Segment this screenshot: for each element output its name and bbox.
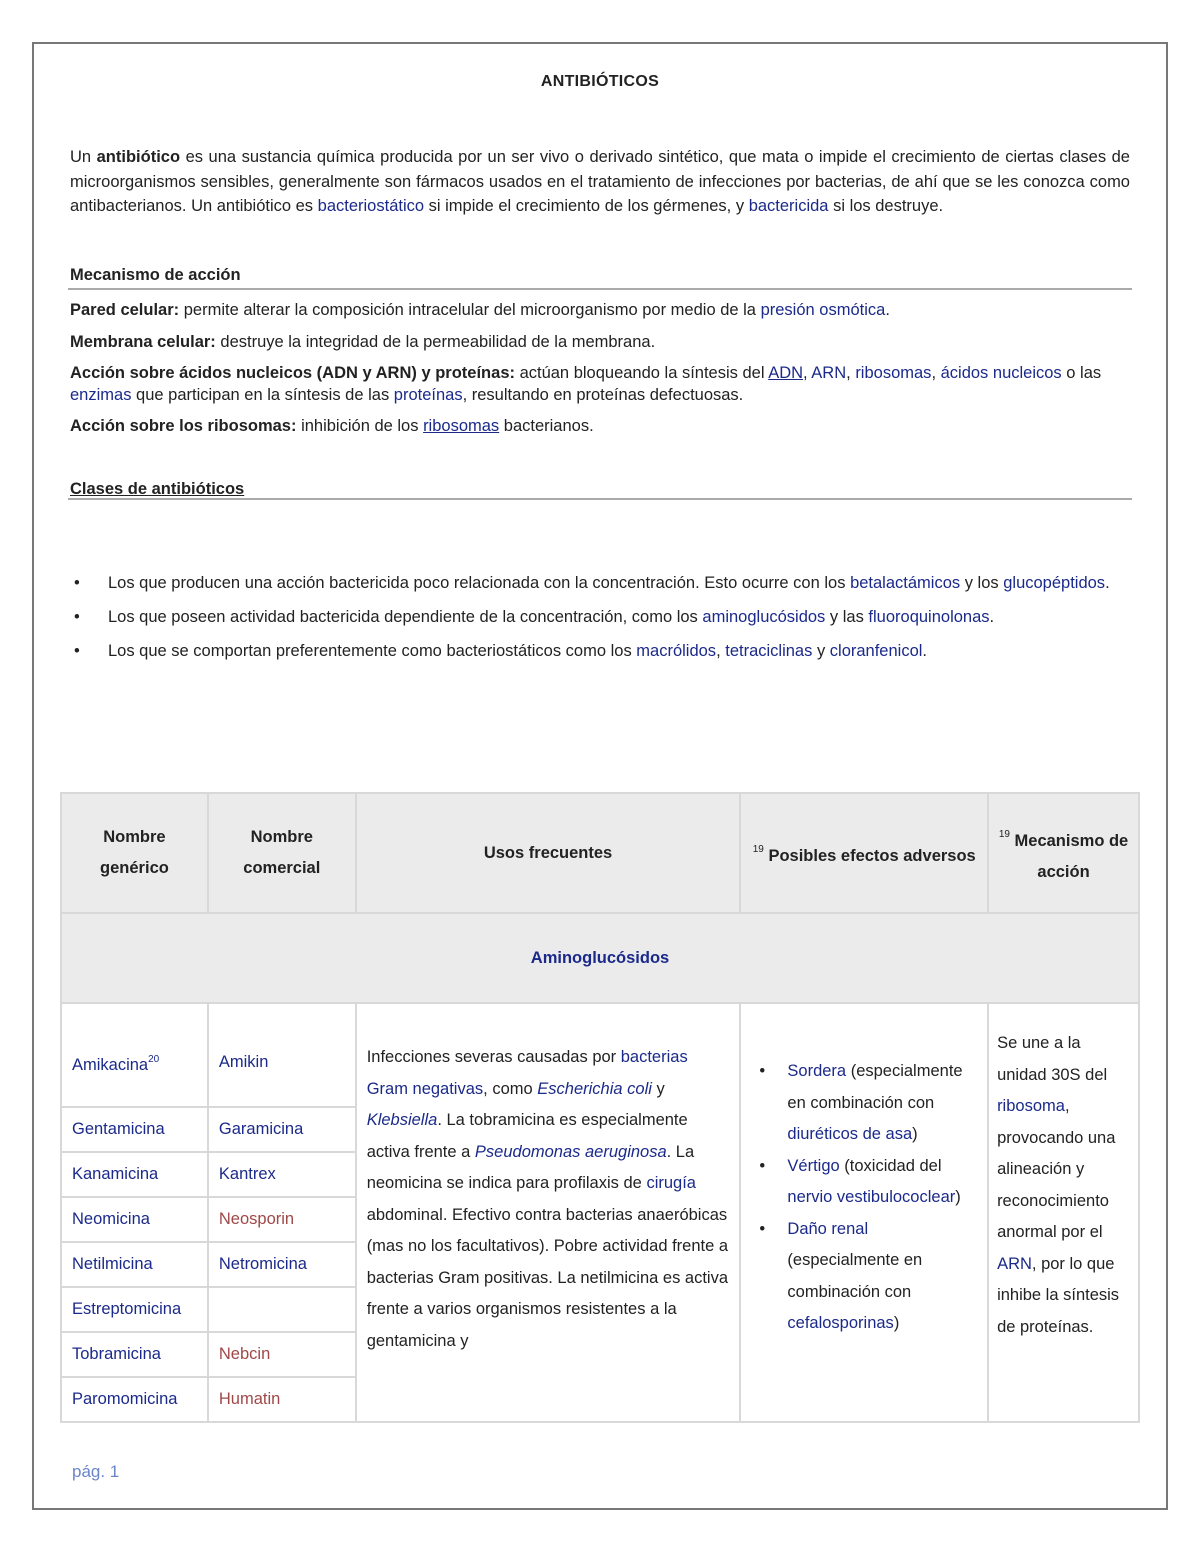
- cell-commercial: Kantrex: [208, 1152, 356, 1197]
- header-commercial: Nombre comercial: [208, 793, 356, 913]
- cell-membrane-item: Membrana celular: destruye la integridad de la permeabilidad de la membrana.: [70, 332, 656, 351]
- link-ribosomas-2[interactable]: ribosomas: [423, 417, 500, 435]
- intro-paragraph: Un antibiótico es una sustancia química producida por un ser vivo o derivado sintético, que mata o impide el crecimiento de ciertas clases de microorganismos sensibles, generalmente son fármacos usados en el tratamiento de infecciones por bacterias, de ahí que se les conozca como antibacterianos. Un antibiótico es bacteriostático si impide el crecimiento de los gérmenes, y bactericida si los destruye.: [70, 148, 1130, 215]
- cell-uses: Infecciones severas causadas por bacterias Gram negativas, como Escherichia coli y Klebsiella. La tobramicina es especialmente activa frente a Pseudomonas aeruginosa. La neomicina se indica para profilaxis de cirugía abdominal. Efectivo contra bacterias anaeróbicas (mas no los facultativos). Pobre actividad frente a bacterias Gram positivas. La netilmicina es activa frente a varios organismos resistentes a la gentamicina y: [356, 1003, 741, 1422]
- cell-effects: [740, 1003, 988, 1422]
- link-acidos-nucleicos[interactable]: ácidos nucleicos: [940, 364, 1062, 382]
- link-escherichia-coli[interactable]: Escherichia coli: [537, 1079, 652, 1098]
- list-item: • Los que producen una acción bactericida poco relacionada con la concentración. Esto ocurre con los betalactámicos y los glucopéptidos.: [70, 566, 1130, 600]
- cell-mechanism: Se une a la unidad 30S del ribosoma, provocando una alineación y reconocimiento anormal por el ARN, por lo que inhibe la síntesis de proteínas.: [988, 1003, 1139, 1422]
- link-enzimas[interactable]: enzimas: [70, 385, 132, 404]
- link-cirugia[interactable]: cirugía: [646, 1174, 696, 1192]
- classes-heading: Clases de antibióticos: [70, 480, 245, 498]
- mechanism-heading: Mecanismo de acción: [70, 266, 241, 284]
- cell-commercial: Neosporin: [208, 1197, 356, 1242]
- link-betalactamicos[interactable]: betalactámicos: [850, 574, 961, 592]
- cell-commercial: [208, 1287, 356, 1332]
- link-ribosomas[interactable]: ribosomas: [855, 364, 932, 382]
- list-item: • Vértigo (toxicidad del nervio vestibulococlear): [749, 1151, 979, 1214]
- link-glucopeptidos[interactable]: glucopéptidos: [1003, 574, 1106, 592]
- link-bacteriostatico[interactable]: bacteriostático: [317, 197, 425, 215]
- link-pseudomonas[interactable]: Pseudomonas aeruginosa: [474, 1142, 667, 1161]
- list-item: • Los que se comportan preferentemente como bacteriostáticos como los macrólidos, tetraciclinas y cloranfenicol.: [70, 634, 1130, 668]
- table-row: [61, 1003, 1139, 1107]
- mechanism-section: [70, 300, 1130, 448]
- header-effects: $^{19}$ Posibles efectos adversos: [740, 793, 988, 913]
- page-number: pág. 1: [72, 1462, 120, 1481]
- header-uses: Usos frecuentes: [356, 793, 741, 913]
- section-row: [61, 913, 1139, 1003]
- link-bactericida[interactable]: bactericida: [748, 197, 829, 215]
- cell-generic: Paromomicina: [61, 1377, 208, 1422]
- header-generic: Nombre genérico: [61, 793, 208, 913]
- bullet-icon: •: [759, 1062, 766, 1080]
- ribosomes-item: Acción sobre los ribosomas: inhibición de los ribosomas bacterianos.: [70, 417, 594, 435]
- header-mechanism: $^{19}$ Mecanismo de acción: [988, 793, 1139, 913]
- link-klebsiella[interactable]: Klebsiella: [366, 1111, 438, 1129]
- bullet-icon: •: [759, 1156, 766, 1175]
- cell-generic: Tobramicina: [61, 1332, 208, 1377]
- link-arn[interactable]: ARN: [811, 364, 847, 382]
- cell-commercial: Nebcin: [208, 1332, 356, 1377]
- link-aminoglucosidos[interactable]: aminoglucósidos: [702, 608, 826, 626]
- link-fluoroquinolonas[interactable]: fluoroquinolonas: [868, 608, 990, 626]
- cell-commercial: Humatin: [208, 1377, 356, 1422]
- cell-generic: Amikacina$^{20}$: [61, 1003, 208, 1107]
- link-dano-renal[interactable]: Daño renal: [787, 1219, 869, 1238]
- link-presion-osmotica[interactable]: presión osmótica: [760, 301, 886, 319]
- link-cloranfenicol[interactable]: cloranfenicol: [829, 642, 923, 660]
- nucleic-acids-item: Acción sobre ácidos nucleicos (ADN y ARN) y proteínas: actúan bloqueando la síntesis del ADN, ARN, ribosomas, ácidos nucleicos o las enzimas que participan en la síntesis de las proteínas, resultando en proteínas defectuosas.: [70, 364, 1102, 404]
- link-vertigo[interactable]: Vértigo: [787, 1156, 840, 1175]
- cell-generic: Estreptomicina: [61, 1287, 208, 1332]
- cell-generic: Neomicina: [61, 1197, 208, 1242]
- link-sordera[interactable]: Sordera: [787, 1062, 847, 1080]
- link-nervio[interactable]: nervio vestibulococlear: [787, 1188, 956, 1206]
- link-tetraciclinas[interactable]: tetraciclinas: [725, 642, 813, 660]
- cell-generic: Netilmicina: [61, 1242, 208, 1287]
- classes-list: [70, 566, 1130, 668]
- cell-generic: Gentamicina: [61, 1107, 208, 1152]
- page-title: ANTIBIÓTICOS: [540, 73, 660, 90]
- bullet-icon: •: [759, 1219, 766, 1238]
- table-header-row: [61, 793, 1139, 913]
- link-ribosoma[interactable]: ribosoma: [997, 1097, 1065, 1115]
- link-diureticos[interactable]: diuréticos de asa: [787, 1125, 913, 1143]
- link-proteinas[interactable]: proteínas: [393, 385, 463, 404]
- link-arn-2[interactable]: ARN: [997, 1254, 1032, 1273]
- divider: [68, 288, 1132, 290]
- antibiotics-table: [60, 792, 1140, 1423]
- cell-commercial: Garamicina: [208, 1107, 356, 1152]
- list-item: • Daño renal (especialmente en combinación con cefalosporinas): [749, 1214, 979, 1340]
- antibiotic-term: antibiótico: [96, 148, 181, 166]
- cell-commercial: Netromicina: [208, 1242, 356, 1287]
- link-cefalosporinas[interactable]: cefalosporinas: [787, 1314, 894, 1332]
- divider: [68, 498, 1132, 500]
- link-gram-negativas[interactable]: bacterias Gram negativas: [366, 1048, 688, 1098]
- list-item: • Los que poseen actividad bactericida dependiente de la concentración, como los aminoglucósidos y las fluoroquinolonas.: [70, 600, 1130, 634]
- link-adn[interactable]: ADN: [768, 364, 804, 382]
- bullet-icon: •: [74, 574, 80, 592]
- cell-wall-item: Pared celular: permite alterar la composición intracelular del microorganismo por medio de la presión osmótica.: [70, 301, 890, 319]
- list-item: • Sordera (especialmente en combinación con diuréticos de asa): [749, 1056, 979, 1151]
- cell-generic: Kanamicina: [61, 1152, 208, 1197]
- cell-commercial: Amikin: [208, 1003, 356, 1107]
- link-macrolidos[interactable]: macrólidos: [636, 642, 717, 660]
- link-section-aminoglucosidos[interactable]: Aminoglucósidos: [530, 948, 670, 967]
- bullet-icon: •: [74, 642, 80, 660]
- bullet-icon: •: [74, 608, 80, 626]
